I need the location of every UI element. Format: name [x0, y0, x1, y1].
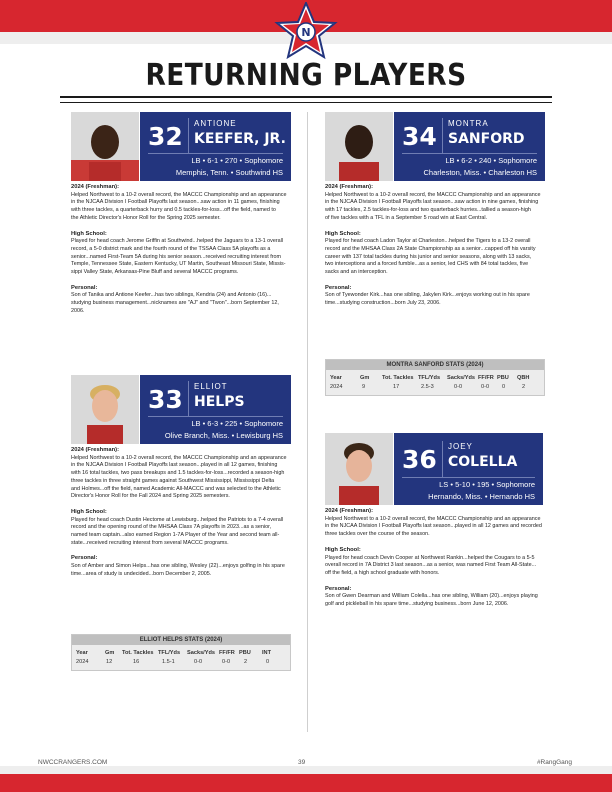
stats-value-cell: 2	[522, 384, 526, 390]
stats-header-cell: QBH	[517, 375, 530, 381]
stats-value-cell: 0	[502, 384, 506, 390]
hs-line: Played for head coach Devin Cooper at Northwest Rankin...helped the Cougars to a 5-5	[325, 554, 535, 561]
last-name: COLELLA	[448, 454, 518, 470]
stats-header-cell: PBU	[239, 650, 251, 656]
stats-header-row	[326, 374, 544, 382]
title-rule	[60, 96, 552, 98]
hs-line: Played for head coach Dustin Hectome at Lewisburg...helped the Patriots to a 7-4 overall	[71, 516, 284, 523]
stats-header-cell: TFL/Yds	[418, 375, 441, 381]
player-card-helps	[71, 375, 291, 444]
player-photo	[325, 433, 393, 505]
hometown-line: Memphis, Tenn. • Southwind HS	[175, 168, 283, 177]
player-banner	[394, 433, 543, 505]
player-banner	[140, 112, 291, 181]
stats-value-cell: 0-0	[454, 384, 463, 390]
stats-value-row	[326, 383, 544, 391]
first-name: MONTRA	[448, 119, 489, 128]
banner-divider	[188, 381, 189, 417]
stats-header-cell: Sacks/Yds	[447, 375, 475, 381]
season-line: in the NJCAA Division I Football Playoffs last season...played in all 12 games, finishing	[71, 462, 278, 469]
page-title: RETURNING PLAYERS	[145, 58, 467, 93]
bottom-red-bar	[0, 774, 612, 792]
player-bio-sanford	[325, 184, 561, 308]
hometown-line: Olive Branch, Miss. • Lewisburg HS	[164, 431, 283, 440]
stats-title: MONTRA SANFORD STATS (2024)	[326, 360, 544, 370]
player-photo	[325, 112, 393, 181]
last-name: KEEFER, JR.	[194, 131, 286, 147]
hs-line: two interceptions and a forced fumble...as a senior, led CHS with 84 total tackles, five	[325, 261, 529, 268]
season-line: in the NJCAA Division I Football Playoffs last season...saw action in nine games, finishing	[325, 199, 539, 206]
hs-line: overall record in 7A District 3 last season...as a senior, was named First Team All-State...	[325, 562, 537, 569]
position-line: LB • 6-3 • 225 • Sophomore	[191, 419, 283, 428]
player-banner	[394, 112, 545, 181]
season-line: of five tackles with a TFL in a September 5 road win at East Central.	[325, 214, 488, 221]
footer-grey-strip	[0, 766, 612, 774]
stats-value-cell: 2024	[330, 384, 343, 390]
hs-line: record, a 5-0 district mark and the fourth round of the TSSAA Class 5A playoffs as a	[71, 245, 271, 252]
season-heading: 2024 (Freshman):	[71, 447, 120, 453]
stats-value-cell: 17	[393, 384, 400, 390]
banner-divider	[442, 118, 443, 154]
last-name: HELPS	[194, 394, 245, 410]
personal-line: Son of Tyewonder Kirk...has one sibling, Jakylen Kirk...enjoys working out in his spare	[325, 292, 530, 299]
personal-line: Son of Gwen Dearman and William Colella...has one sibling, William (20)...enjoys playing	[325, 593, 538, 600]
banner-rule	[402, 477, 535, 478]
logo-letter: N	[301, 26, 311, 39]
hs-line: career with 137 total tackles during his junior and senior seasons, along with 13 sacks,	[325, 253, 532, 260]
hs-line: Temple, Tennessee State, Eastern Kentucky, UT Martin, Southeast Missouri State, Missis-	[71, 261, 286, 268]
player-bio-keefer	[71, 184, 299, 316]
stats-value-cell: 9	[362, 384, 366, 390]
personal-line: time...studying construction...born July 23, 2006.	[325, 300, 441, 307]
stats-header-cell: Gm	[360, 375, 370, 381]
season-line: Helped Northwest to a 10-2 overall record, the MACCC Championship and an appearance	[325, 191, 541, 198]
stats-table-sanford	[325, 359, 545, 396]
personal-heading: Personal:	[71, 284, 98, 291]
stats-value-cell: 12	[106, 659, 113, 665]
first-name: JOEY	[448, 442, 473, 451]
last-name: SANFORD	[448, 131, 525, 147]
stats-header-cell: FF/FR	[219, 650, 235, 656]
banner-divider	[188, 118, 189, 154]
stats-header-cell: INT	[262, 650, 272, 656]
jersey-number: 36	[402, 445, 437, 474]
season-line: in the NJCAA Division I Football Playoffs last season...saw action in 11 games, finishing	[71, 199, 280, 206]
jersey-number: 32	[148, 122, 183, 151]
season-line: and Holmes...off the field, named Academic All-MACCC and was selected to the Athletic	[71, 485, 281, 492]
stats-header-cell: TFL/Yds	[158, 650, 181, 656]
season-line: Director's Honor Roll for the Fall 2024 and Spring 2025 semesters.	[71, 493, 230, 500]
season-line: in the NJCAA Division I Football Playoffs last season...played in all 12 games and recorded	[325, 523, 542, 530]
hs-line: named team captain...also earned Region 1-7A Player of the Year and second team all-	[71, 532, 280, 539]
hs-line: sacks and an interception.	[325, 269, 388, 276]
season-heading: 2024 (Freshman):	[71, 184, 120, 190]
personal-heading: Personal:	[325, 284, 352, 291]
position-line: LS • 5-10 • 195 • Sophomore	[439, 480, 535, 489]
stats-header-cell: Year	[330, 375, 342, 381]
stats-title: ELLIOT HELPS STATS (2024)	[72, 635, 290, 645]
stats-value-cell: 2.5-3	[421, 384, 434, 390]
stats-header-cell: FF/FR	[478, 375, 494, 381]
stats-header-cell: Year	[76, 650, 88, 656]
stats-header-cell: Tot. Tackles	[122, 650, 154, 656]
stats-value-cell: 16	[133, 659, 140, 665]
player-photo	[71, 112, 139, 181]
hs-line: Played for head coach Ladon Taylor at Charleston...helped the Tigers to a 13-2 overall	[325, 238, 531, 245]
player-card-colella	[325, 433, 545, 505]
hs-line: sippi Valley State, Arkansas-Pine Bluff and several MACCC programs.	[71, 269, 239, 276]
season-line: three tackles in three straight games against Southwest Mississippi, Mississippi Delta	[71, 477, 275, 484]
stats-value-cell: 0-0	[481, 384, 490, 390]
jersey-number: 34	[402, 122, 437, 151]
banner-rule	[148, 153, 283, 154]
banner-rule	[402, 153, 537, 154]
stats-header-row	[72, 649, 290, 657]
hometown-line: Hernando, Miss. • Hernando HS	[428, 492, 535, 501]
title-rule-thin	[60, 102, 552, 103]
position-line: LB • 6-1 • 270 • Sophomore	[191, 156, 283, 165]
player-card-keefer	[71, 112, 291, 181]
player-bio-helps	[71, 447, 299, 579]
hs-line: record and the MHSAA Class 2A State Championship as a senior...capped off his varsity	[325, 245, 536, 252]
stats-header-cell: Sacks/Yds	[187, 650, 215, 656]
hs-line: senior...named First-Team 5A during his senior season...received recruiting interest from	[71, 253, 282, 260]
page-number: 39	[298, 759, 306, 766]
star-logo-icon	[272, 2, 340, 60]
personal-heading: Personal:	[71, 555, 98, 562]
hs-line: Played for head coach Jerome Griffin at Southwind...helped the Jaguars to a 13-1 overall	[71, 238, 284, 245]
stats-value-cell: 2024	[76, 659, 89, 665]
personal-line: golf and pickleball in his spare time...studying business...born June 12, 2006.	[325, 601, 509, 608]
season-heading: 2024 (Freshman):	[325, 508, 374, 514]
season-line: Helped Northwest to a 10-2 overall record, the MACCC Championship and an appearance	[325, 515, 541, 522]
season-line: Helped Northwest to a 10-2 overall record, the MACCC Championship and an appearance	[71, 454, 287, 461]
personal-line: time...area of study is undecided...born December 2, 2005.	[71, 570, 212, 577]
high-school-heading: High School:	[325, 546, 361, 553]
hs-line: record and the opening round of the MHSAA Class 7A playoffs in 2023...as a senior,	[71, 524, 272, 531]
season-line: Helped Northwest to a 10-2 overall record, the MACCC Championship and an appearance	[71, 191, 287, 198]
stats-value-row	[72, 658, 290, 666]
player-card-sanford	[325, 112, 545, 181]
rangers-star-logo	[272, 2, 340, 60]
column-divider	[307, 112, 308, 732]
first-name: ELLIOT	[194, 382, 228, 391]
footer-hashtag: #RangGang	[536, 759, 572, 766]
player-bio-colella	[325, 508, 561, 609]
season-line: with 16 total tackles, two pass breakups and 1.5 tackles-for-loss...recorded a season-high	[71, 470, 285, 477]
high-school-heading: High School:	[71, 508, 107, 515]
personal-line: Son of Tanika and Antione Keefer...has two siblings, Kendria (24) and Antonio (16)...	[71, 292, 272, 299]
season-heading: 2024 (Freshman):	[325, 184, 374, 190]
player-banner	[140, 375, 291, 444]
stats-table-helps	[71, 634, 291, 671]
personal-heading: Personal:	[325, 585, 352, 592]
stats-value-cell: 2	[244, 659, 248, 665]
stats-value-cell: 0-0	[194, 659, 203, 665]
hs-line: off the field, a high school graduate with honors.	[325, 569, 440, 576]
season-line: three tackles over the course of the season.	[325, 531, 430, 538]
stats-value-cell: 0-0	[222, 659, 231, 665]
player-photo	[71, 375, 139, 444]
personal-line: studying business management...nicknames are "AJ" and "Twon"...born September 12,	[71, 300, 279, 307]
stats-header-cell: PBU	[497, 375, 509, 381]
season-line: with 17 tackles, 2.5 tackles-for-loss and two quarterback hurries...tallied a season-high	[325, 207, 531, 214]
first-name: ANTIONE	[194, 119, 237, 128]
high-school-heading: High School:	[325, 230, 361, 237]
footer-website-link[interactable]: NWCCRANGERS.COM	[38, 759, 108, 766]
personal-line: Son of Amber and Simon Helps...has one sibling, Wesley (22)...enjoys golfing in his spare	[71, 563, 285, 570]
personal-line: 2006.	[71, 307, 85, 314]
hometown-line: Charleston, Miss. • Charleston HS	[423, 168, 537, 177]
high-school-heading: High School:	[71, 230, 107, 237]
hs-line: state...received recruiting interest from several MACCC programs.	[71, 539, 229, 546]
season-line: the Athletic Director's Honor Roll for the Spring 2025 semester.	[71, 214, 221, 221]
position-line: LB • 6-2 • 240 • Sophomore	[445, 156, 537, 165]
stats-value-cell: 0	[266, 659, 270, 665]
banner-rule	[148, 416, 283, 417]
stats-header-cell: Tot. Tackles	[382, 375, 414, 381]
stats-value-cell: 1.5-1	[162, 659, 175, 665]
season-line: with three tackles, a quarterback hurry and 0.5 tackles-for-loss...off the field, named to	[71, 207, 276, 214]
stats-header-cell: Gm	[105, 650, 115, 656]
jersey-number: 33	[148, 385, 183, 414]
banner-divider	[442, 441, 443, 477]
